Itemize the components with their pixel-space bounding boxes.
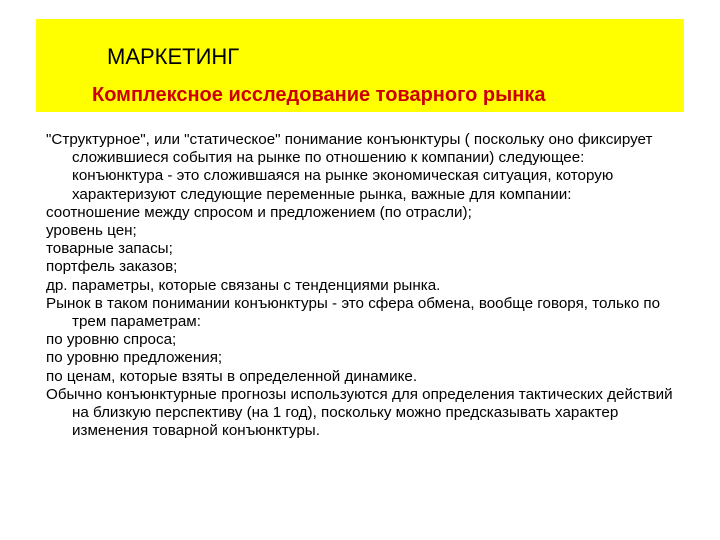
slide-body [46,131,678,440]
paragraph-price-level: уровень цен; [46,222,137,240]
paragraph-supply-demand: соотношение между спросом и предложением (по отрасли); [46,203,472,221]
slide-subtitle: Комплексное исследование товарного рынка [92,84,546,106]
paragraph-inventory: товарные запасы; [46,240,173,258]
paragraph-demand-level: по уровню спроса; [46,331,177,349]
paragraph-supply-level: по уровню предложения; [46,349,223,367]
slide-title: МАРКЕТИНГ [107,44,240,69]
paragraph-prices-dynamics: по ценам, которые взяты в определенной динамике. [46,367,418,385]
paragraph-other-parameters: др. параметры, которые связаны с тенденциями рынка. [46,276,441,294]
paragraph-forecasts: Обычно конъюнктурные прогнозы используются для определения тактических действий на близкую перспективу (на 1 год), поскольку можно предсказывать характер изменения товарной конъюнктуры. [46,385,673,440]
paragraph-order-portfolio: портфель заказов; [46,258,178,276]
paragraph-structural-definition: "Структурное", или "статическое" понимание конъюнктуры ( поскольку оно фиксирует сложившиеся события на рынке по отношению к компании) следующее: конъюнктура - это сложившаяся на рынке экономическая ситуация, которую характеризуют следующие переменные рынка, важные для компании: [46,131,653,203]
paragraph-market-three-parameters: Рынок в таком понимании конъюнктуры - это сфера обмена, вообще говоря, только по трем параметрам: [46,294,661,331]
